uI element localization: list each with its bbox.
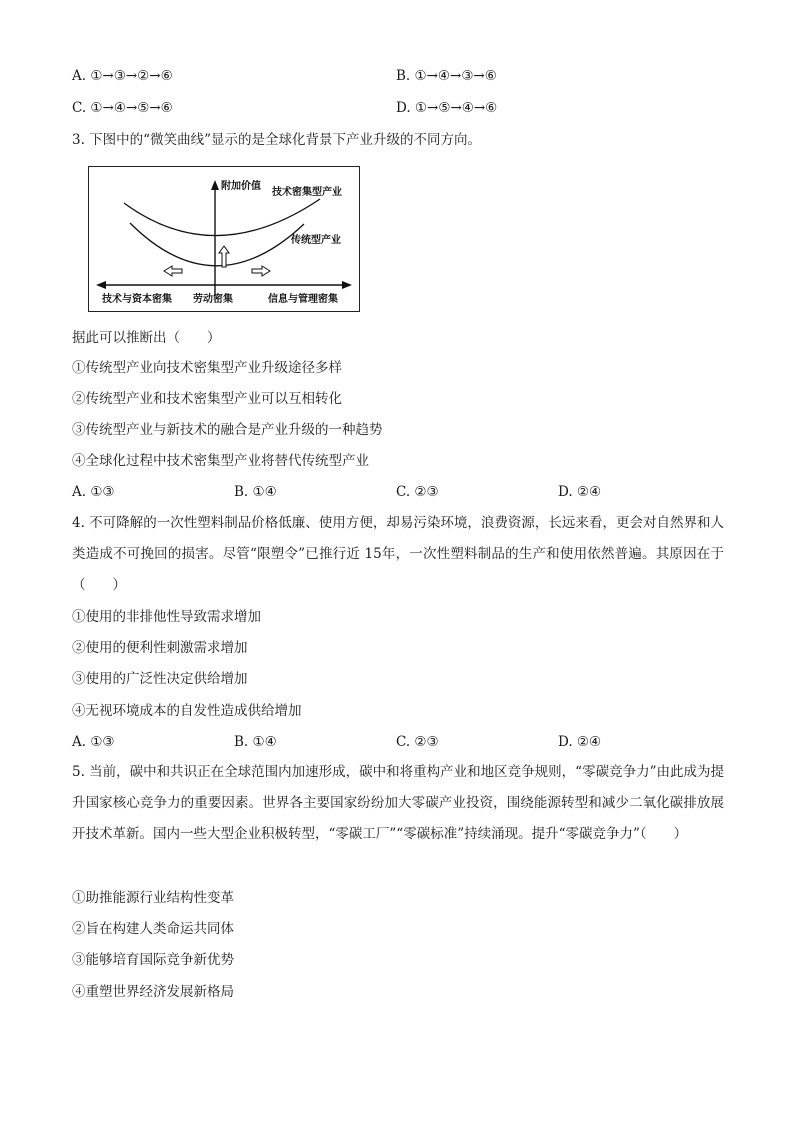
y-axis-arrow-icon [211,180,219,190]
q5-statement-3: ③能够培育国际竞争新优势 [72,952,234,968]
q4-option-c: C. ②③ [396,734,439,750]
q2-option-b: B. ①→④→③→⑥ [396,68,497,84]
q3-statement-1: ①传统型产业向技术密集型产业升级途径多样 [72,360,342,376]
q5-statement-1: ①助推能源行业结构性变革 [72,890,234,906]
x-axis-left-label: 技术与资本密集 [102,294,172,305]
q3-statement-3: ③传统型产业与新技术的融合是产业升级的一种趋势 [72,422,383,438]
q3-option-a: A. ①③ [72,484,115,500]
q4-stem: 4. 不可降解的一次性塑料制品价格低廉、使用方便，却易污染环境，浪费资源，长远来看，更会对自然界和人类造成不可挽回的损害。尽管“限塑令”已推行近 15年，一次性塑料制品的生产和使用依然普遍。其原因在于（ ） [72,515,724,593]
q4-option-a: A. ①③ [72,734,115,750]
q2-option-c: C. ①→④→⑤→⑥ [72,100,173,116]
q3-question: 据此可以推断出（ ） [72,330,221,346]
q2-option-d: D. ①→⑤→④→⑥ [396,100,498,116]
q3-statement-4: ④全球化过程中技术密集型产业将替代传统型产业 [72,453,369,469]
q3-option-b: B. ①④ [234,484,277,500]
q2-option-a: A. ①→③→②→⑥ [72,68,173,84]
q3-option-c: C. ②③ [396,484,439,500]
q5-stem: 5. 当前，碳中和共识正在全球范围内加速形成，碳中和将重构产业和地区竞争规则，“零碳竞争力”由此成为提升国家核心竞争力的重要因素。世界各主要国家纷纷加大零碳产业投资，围绕能源转型和减少二氧化碳排放展开技术革新。国内一些大型企业积极转型，“零碳工厂”“零碳标准”持续涌现。提升“零碳竞争力”（ ） [72,764,724,842]
q3-stem: 3. 下图中的“微笑曲线”显示的是全球化背景下产业升级的不同方向。 [72,132,481,148]
q4-statement-1: ①使用的非排他性导致需求增加 [72,609,261,625]
x-axis-left-arrow-icon [96,281,106,289]
q4-statement-4: ④无视环境成本的自发性造成供给增加 [72,703,302,719]
right-hollow-arrow-icon [252,266,270,276]
q3-option-d: D. ②④ [558,484,602,500]
q3-statement-2: ②传统型产业和技术密集型产业可以互相转化 [72,391,342,407]
q4-option-d: D. ②④ [558,734,602,750]
q4-statement-2: ②使用的便利性刺激需求增加 [72,640,248,656]
x-axis-mid-label: 劳动密集 [193,294,233,305]
q4-option-b: B. ①④ [234,734,277,750]
curve-lower [130,223,304,266]
curve-upper [124,199,320,236]
left-hollow-arrow-icon [164,266,182,276]
x-axis-right-arrow-icon [342,281,352,289]
curve-upper-label: 技术密集型产业 [272,187,342,198]
y-axis-label: 附加价值 [221,181,261,192]
q5-statement-4: ④重塑世界经济发展新格局 [72,984,234,1000]
smile-curve-figure [88,166,360,312]
curve-lower-label: 传统型产业 [291,235,341,246]
up-hollow-arrow-icon [219,246,229,267]
q5-statement-2: ②旨在构建人类命运共同体 [72,921,234,937]
x-axis-right-label: 信息与管理密集 [268,294,338,305]
q4-statement-3: ③使用的广泛性决定供给增加 [72,671,248,687]
